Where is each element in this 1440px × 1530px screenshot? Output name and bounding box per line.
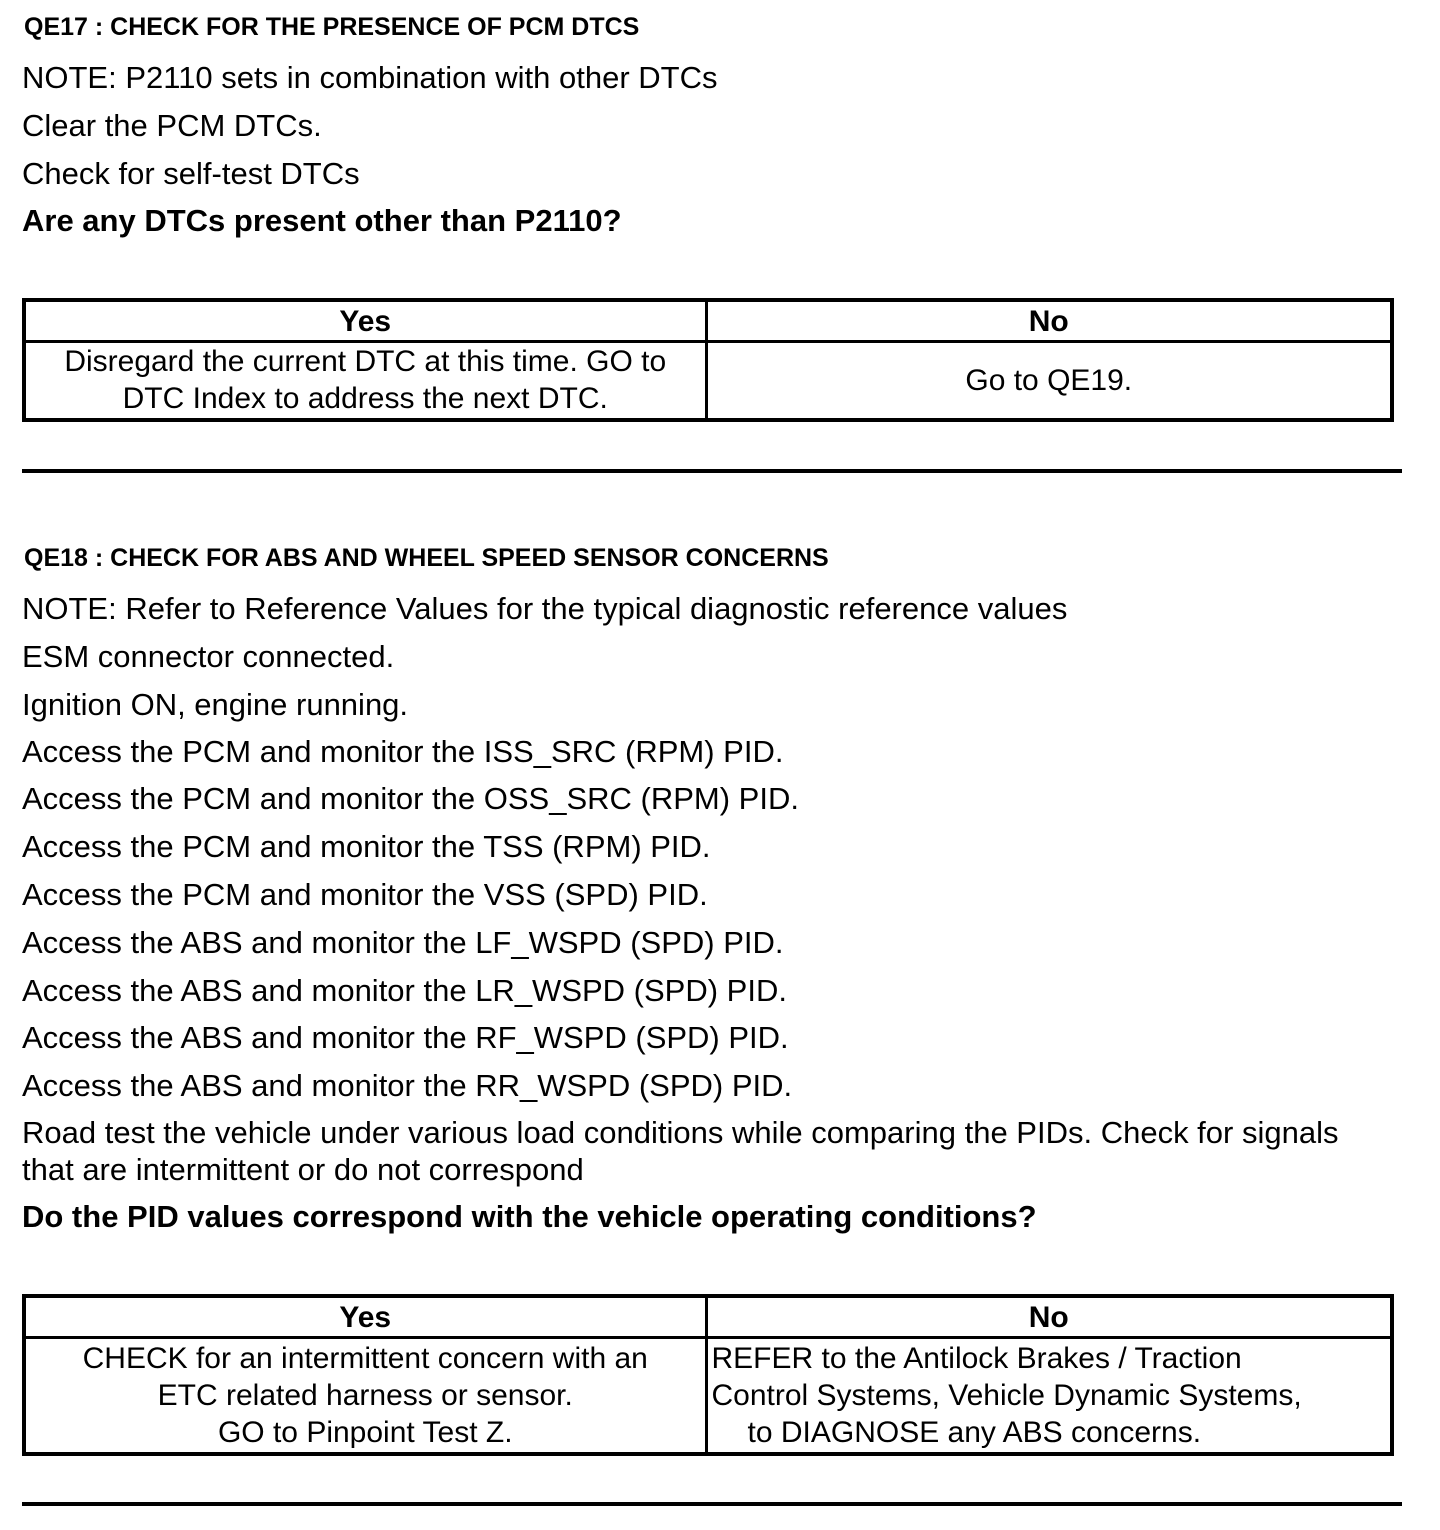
qe17-yes-cell: Disregard the current DTC at this time. GO to DTC Index to address the next DTC. — [24, 342, 706, 420]
qe17-question: Are any DTCs present other than P2110? — [22, 203, 622, 238]
qe18-instruction-line: Road test the vehicle under various load conditions while comparing the PIDs. Check for signals that are intermittent or do not correspond — [22, 1115, 1339, 1187]
qe18-yes-no-table — [22, 1294, 1394, 1456]
qe18-instruction-line: Access the PCM and monitor the VSS (SPD) PID. — [22, 877, 708, 912]
qe18-no-line: to DIAGNOSE any ABS concerns. — [747, 1415, 1202, 1449]
qe18-note-line: NOTE: Refer to Reference Values for the typical diagnostic reference values — [22, 591, 1068, 626]
qe18-instruction-line: Ignition ON, engine running. — [22, 687, 409, 722]
qe18-no-cell — [706, 1338, 1392, 1454]
section-divider — [22, 1502, 1402, 1506]
qe18-instruction-line: Access the ABS and monitor the LF_WSPD (SPD) PID. — [22, 925, 784, 960]
qe18-instruction-line: Access the PCM and monitor the TSS (RPM) PID. — [22, 829, 711, 864]
qe17-no-cell: Go to QE19. — [706, 342, 1392, 420]
qe18-yes-cell — [24, 1338, 706, 1454]
qe17-heading: QE17 : CHECK FOR THE PRESENCE OF PCM DTCS — [24, 13, 640, 41]
qe18-yes-line: GO to Pinpoint Test Z. — [217, 1415, 513, 1449]
qe18-instruction-line: Access the PCM and monitor the OSS_SRC (RPM) PID. — [22, 781, 799, 816]
qe17-yes-header: Yes — [24, 300, 706, 342]
qe18-no-line: Control Systems, Vehicle Dynamic Systems, — [711, 1378, 1302, 1412]
qe17-note-line: NOTE: P2110 sets in combination with other DTCs — [22, 60, 718, 95]
qe18-instruction-line: Access the ABS and monitor the RF_WSPD (SPD) PID. — [22, 1020, 789, 1055]
qe18-instruction-line: Access the ABS and monitor the LR_WSPD (SPD) PID. — [22, 973, 787, 1008]
qe18-question: Do the PID values correspond with the vehicle operating conditions? — [22, 1199, 1037, 1234]
qe18-yes-line: ETC related harness or sensor. — [157, 1378, 573, 1412]
qe18-instruction-line: Access the PCM and monitor the ISS_SRC (RPM) PID. — [22, 734, 784, 769]
qe18-instruction-line: ESM connector connected. — [22, 639, 395, 674]
qe18-yes-line: CHECK for an intermittent concern with an — [82, 1341, 648, 1375]
qe17-no-header: No — [706, 300, 1392, 342]
section-divider — [22, 469, 1402, 473]
qe18-no-line: REFER to the Antilock Brakes / Traction — [711, 1341, 1242, 1375]
qe17-instruction-line: Check for self-test DTCs — [22, 156, 360, 191]
qe18-yes-header: Yes — [24, 1296, 706, 1338]
qe18-instruction-line: Access the ABS and monitor the RR_WSPD (SPD) PID. — [22, 1068, 793, 1103]
qe18-heading: QE18 : CHECK FOR ABS AND WHEEL SPEED SENSOR CONCERNS — [24, 544, 829, 572]
qe17-instruction-line: Clear the PCM DTCs. — [22, 108, 322, 143]
qe18-no-header: No — [706, 1296, 1392, 1338]
qe17-yes-no-table — [22, 298, 1394, 422]
